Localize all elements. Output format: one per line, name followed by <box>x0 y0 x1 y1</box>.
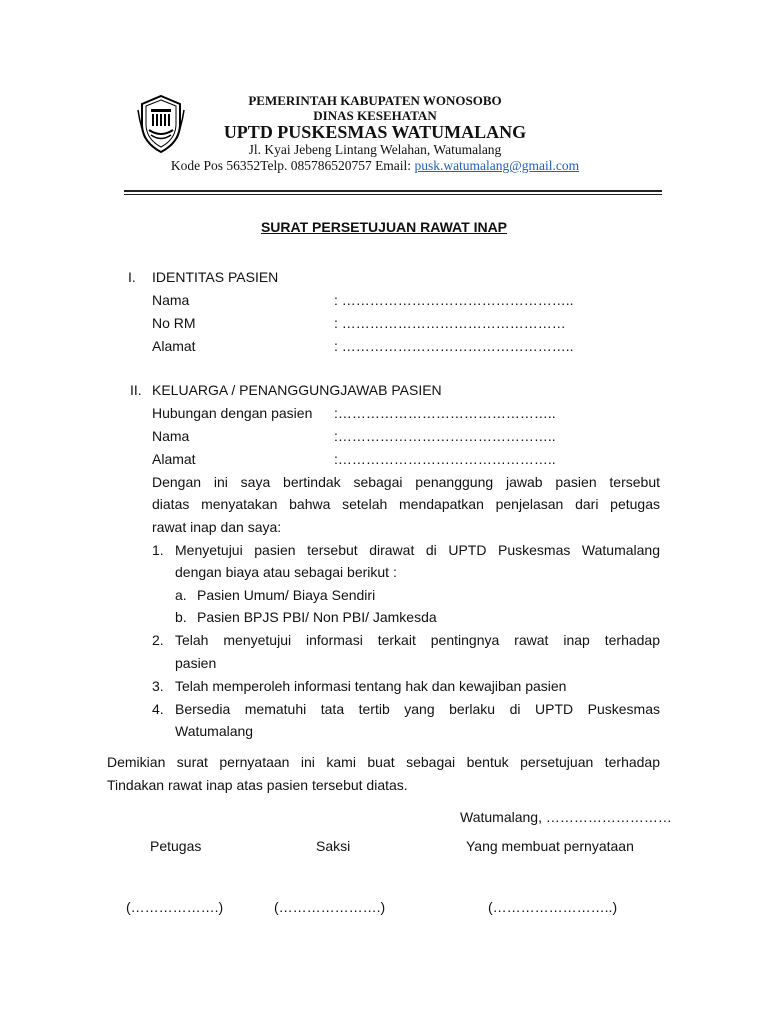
relationship-label: Hubungan dengan pasien <box>152 405 313 421</box>
patient-rm-label: No RM <box>152 315 196 331</box>
header-divider-thick <box>124 190 662 192</box>
intro-line-3: rawat inap dan saya: <box>152 519 282 535</box>
organization-name: UPTD PUSKESMAS WATUMALANG <box>223 122 527 142</box>
guardian-address-field[interactable]: :……………………………………….. <box>334 451 556 467</box>
item-3-number: 3. <box>152 678 164 694</box>
item-1-number: 1. <box>152 542 164 558</box>
signature-witness-blank[interactable]: (………………….) <box>274 899 386 915</box>
item-3-text: Telah memperoleh informasi tentang hak dan kewajiban pasien <box>175 678 567 694</box>
place-date-field[interactable]: Watumalang, ……………………… <box>460 809 672 825</box>
item-4-line-1: Bersedia mematuhi tata tertib yang berlaku di UPTD Puskesmas <box>175 701 660 717</box>
email-link[interactable]: pusk.watumalang@gmail.com <box>414 158 580 173</box>
address-line: Jl. Kyai Jebeng Lintang Welahan, Watumalang <box>248 142 502 157</box>
signature-witness-label: Saksi <box>316 838 351 854</box>
document-title: SURAT PERSETUJUAN RAWAT INAP <box>260 219 508 235</box>
section2-heading: KELUARGA / PENANGGUNGJAWAB PASIEN <box>152 382 442 398</box>
option-a-text: Pasien Umum/ Biaya Sendiri <box>197 587 376 603</box>
signature-declarant-blank[interactable]: (……………………..) <box>488 899 618 915</box>
closing-line-1: Demikian surat pernyataan ini kami buat sebagai bentuk persetujuan terhadap <box>107 754 660 770</box>
intro-line-2: diatas menyatakan bahwa setelah mendapatkan penjelasan dari petugas <box>152 496 660 512</box>
header-divider-thin <box>124 194 662 195</box>
option-b-text: Pasien BPJS PBI/ Non PBI/ Jamkesda <box>197 609 437 625</box>
department-name: DINAS KESEHATAN <box>313 108 437 123</box>
patient-rm-field[interactable]: : ………………………………………… <box>334 315 566 331</box>
signature-declarant-label: Yang membuat pernyataan <box>466 838 634 854</box>
item-2-number: 2. <box>152 632 164 648</box>
signature-officer-blank[interactable]: (……………….) <box>126 899 224 915</box>
section1-heading: IDENTITAS PASIEN <box>152 269 279 285</box>
section2-number: II. <box>130 382 142 398</box>
item-2-line-2: pasien <box>175 655 217 671</box>
guardian-name-label: Nama <box>152 428 190 444</box>
patient-name-field[interactable]: : ………………………………………….. <box>334 292 574 308</box>
contact-line <box>150 158 600 174</box>
item-4-number: 4. <box>152 701 164 717</box>
signature-officer-label: Petugas <box>150 838 202 854</box>
item-1-line-1: Menyetujui pasien tersebut dirawat di UPTD Puskesmas Watumalang <box>175 542 660 558</box>
patient-name-label: Nama <box>152 292 190 308</box>
patient-address-field[interactable]: : ………………………………………….. <box>334 338 574 354</box>
contact-text: Kode Pos 56352Telp. 085786520757 Email: <box>170 158 415 173</box>
option-b-marker: b. <box>175 609 187 625</box>
guardian-address-label: Alamat <box>152 451 196 467</box>
section1-number: I. <box>128 269 136 285</box>
item-2-line-1: Telah menyetujui informasi terkait pentingnya rawat inap terhadap <box>175 632 660 648</box>
intro-line-1: Dengan ini saya bertindak sebagai penanggung jawab pasien tersebut <box>152 474 660 490</box>
item-1-line-2: dengan biaya atau sebagai berikut : <box>175 564 397 580</box>
guardian-name-field[interactable]: :……………………………………….. <box>334 428 556 444</box>
relationship-field[interactable]: :……………………………………….. <box>334 405 556 421</box>
closing-line-2: Tindakan rawat inap atas pasien tersebut diatas. <box>107 777 408 793</box>
item-4-line-2: Watumalang <box>175 723 254 739</box>
government-name: PEMERINTAH KABUPATEN WONOSOBO <box>248 93 502 108</box>
option-a-marker: a. <box>175 587 187 603</box>
patient-address-label: Alamat <box>152 338 196 354</box>
